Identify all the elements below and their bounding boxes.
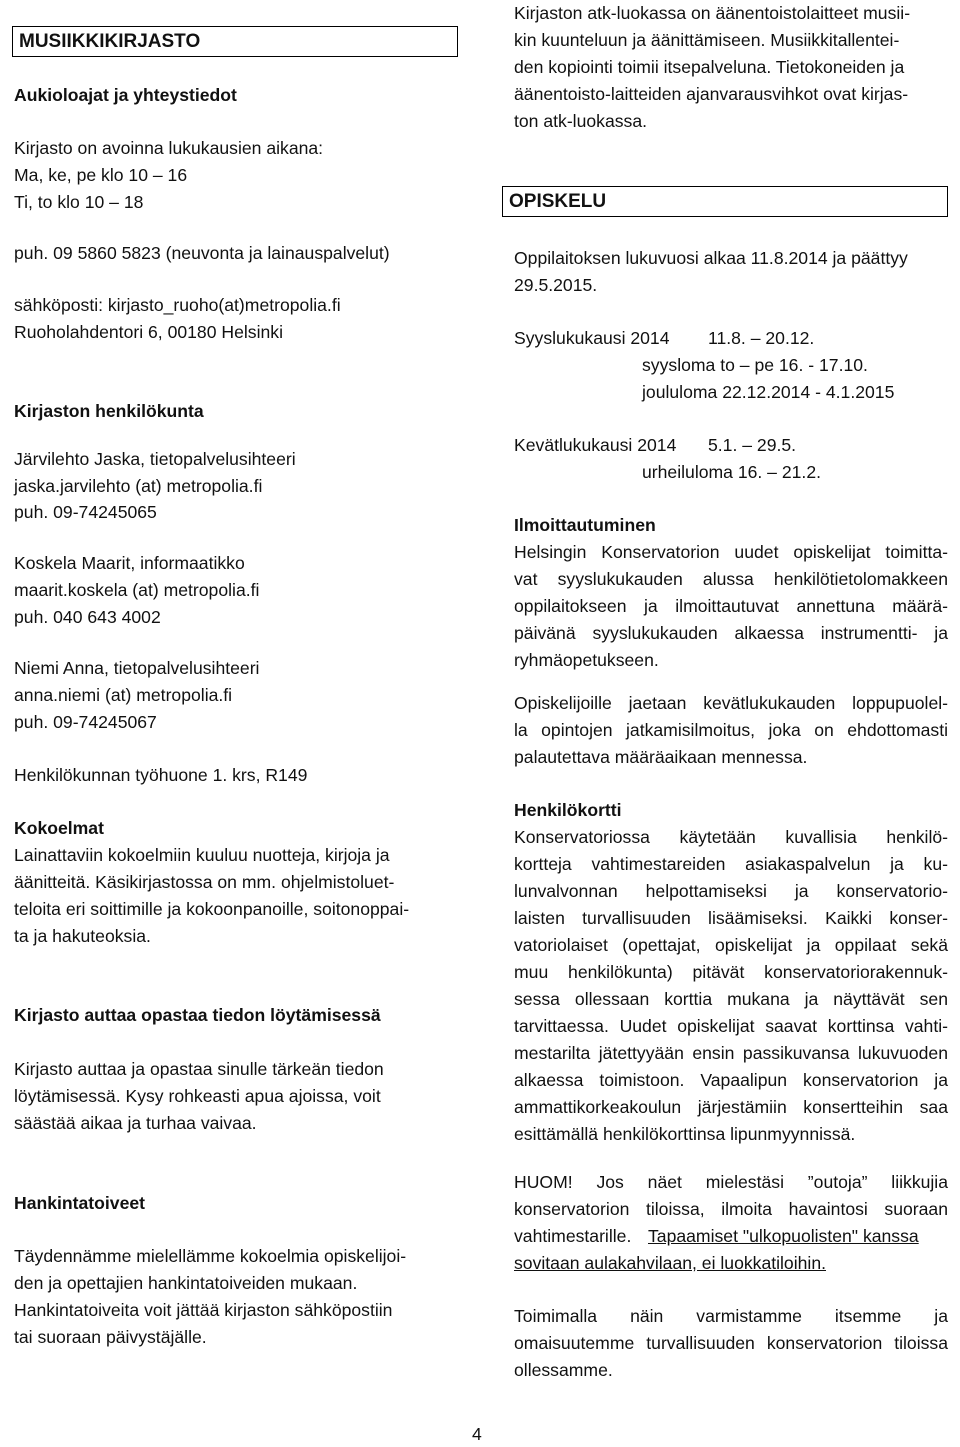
staff-name: Koskela Maarit, informaatikko xyxy=(14,553,245,573)
id-card-heading: Henkilökortti xyxy=(514,800,622,820)
registration-line: palautettava määräaikaan mennessa. xyxy=(514,747,808,767)
open-intro: Kirjasto on avoinna lukukausien aikana: xyxy=(14,138,324,158)
registration-line: vat syyslukukauden alussa henkilötietolomakkeen xyxy=(514,569,948,589)
id-card-line: alkaessa toimistoon. Vapaalipun konservatorion ja xyxy=(514,1070,948,1090)
spring-term-label: Kevätlukukausi 2014 xyxy=(514,435,677,455)
note-line: vahtimestarille. xyxy=(514,1226,632,1246)
note-meetings-text: sovitaan aulakahvilaan, ei luokkatiloihin. xyxy=(514,1253,826,1273)
sport-break: urheiluloma 16. – 21.2. xyxy=(642,462,821,482)
collections-line: teloita eri soittimille ja kokoonpanoille, soitonoppai- xyxy=(14,899,410,919)
id-card-line: tarvittaessa. Uudet opiskelijat saavat korttinsa vahti- xyxy=(514,1016,948,1036)
staff-phone: puh. 040 643 4002 xyxy=(14,607,161,627)
acquisitions-heading: Hankintatoiveet xyxy=(14,1193,146,1213)
id-card-line: esittämällä henkilökorttinsa lipunmyynnissä. xyxy=(514,1124,856,1144)
collections-heading: Kokoelmat xyxy=(14,818,104,838)
autumn-term-dates: 11.8. – 20.12. xyxy=(708,328,815,348)
acquisitions-line: tai suoraan päivystäjälle. xyxy=(14,1327,207,1347)
help-line: löytämisessä. Kysy rohkeasti apua ajoissa, voit xyxy=(14,1086,381,1106)
id-card-line: sessa ollessaan korttia mukana ja näyttävät sen xyxy=(514,989,948,1009)
closing-line: ollessamme. xyxy=(514,1360,613,1380)
atk-line: äänentoisto-laitteiden ajanvarausvihkot ovat kirjas- xyxy=(514,84,909,104)
registration-line: Opiskelijoille jaetaan kevätlukukauden loppupuolel- xyxy=(514,693,948,713)
id-card-line: mestarilta jätettyyään ensin passikuvansa lukuvuoden xyxy=(514,1043,948,1063)
registration-heading: Ilmoittautuminen xyxy=(514,515,656,535)
spring-term-dates: 5.1. – 29.5. xyxy=(708,435,797,455)
library-address: Ruoholahdentori 6, 00180 Helsinki xyxy=(14,322,283,342)
staff-name: Niemi Anna, tietopalvelusihteeri xyxy=(14,658,260,678)
school-year-line: Oppilaitoksen lukuvuosi alkaa 11.8.2014 ja päättyy xyxy=(514,248,908,268)
note-line: HUOM! Jos näet mielestäsi ”outoja” liikkujia xyxy=(514,1172,948,1192)
hours-line-1: Ma, ke, pe klo 10 – 16 xyxy=(14,165,188,185)
id-card-line: ammattikorkeakoulun järjestämiin konsertteihin saa xyxy=(514,1097,948,1117)
atk-line: den kopiointi toimii itsepalveluna. Tietokoneiden ja xyxy=(514,57,905,77)
acquisitions-line: den ja opettajien hankintatoiveiden mukaan. xyxy=(14,1273,358,1293)
note-line: konservatorion tiloissa, ilmoita havaintosi suoraan xyxy=(514,1199,948,1219)
staff-phone: puh. 09-74245067 xyxy=(14,712,157,732)
id-card-line: Konservatoriossa käytetään kuvallisia henkilö- xyxy=(514,827,948,847)
staff-email: jaska.jarvilehto (at) metropolia.fi xyxy=(14,476,263,496)
atk-line: ton atk-luokassa. xyxy=(514,111,648,131)
id-card-line: vatoriolaiset (opettajat, opiskelijat ja oppilaat sekä xyxy=(514,935,948,955)
page-number: 4 xyxy=(472,1424,482,1444)
note-meetings-text: Tapaamiset "ulkopuolisten" kanssa xyxy=(648,1226,919,1246)
study-title-box xyxy=(502,186,948,217)
autumn-break: syysloma to – pe 16. - 17.10. xyxy=(642,355,868,375)
registration-line: ryhmäopetukseen. xyxy=(514,650,659,670)
library-title-box xyxy=(12,26,458,57)
help-line: säästää aikaa ja turhaa vaivaa. xyxy=(14,1113,257,1133)
library-email: sähköposti: kirjasto_ruoho(at)metropolia.fi xyxy=(14,295,341,315)
collections-line: Lainattaviin kokoelmiin kuuluu nuotteja, kirjoja ja xyxy=(14,845,390,865)
help-line: Kirjasto auttaa ja opastaa sinulle tärkeän tiedon xyxy=(14,1059,384,1079)
closing-line: Toimimalla näin varmistamme itsemme ja xyxy=(514,1306,948,1326)
id-card-line: laisten turvallisuuden lisäämiseksi. Kaikki konser- xyxy=(514,908,948,928)
registration-line: Helsingin Konservatorion uudet opiskelijat toimitta- xyxy=(514,542,948,562)
staff-phone: puh. 09-74245065 xyxy=(14,502,157,522)
library-title: MUSIIKKIKIRJASTO xyxy=(19,31,201,52)
id-card-line: lunvalvonnan helpottamiseksi ja konservatorio- xyxy=(514,881,948,901)
autumn-term-label: Syyslukukausi 2014 xyxy=(514,328,670,348)
collections-line: ta ja hakuteoksia. xyxy=(14,926,151,946)
registration-line: oppilaitokseen ja ilmoittautuvat annettuna määrä- xyxy=(514,596,948,616)
staff-name: Järvilehto Jaska, tietopalvelusihteeri xyxy=(14,449,296,469)
id-card-line: kortteja vahtimestareiden asiakaspalvelun ja ku- xyxy=(514,854,948,874)
help-heading: Kirjasto auttaa opastaa tiedon löytämisessä xyxy=(14,1005,381,1025)
hours-line-2: Ti, to klo 10 – 18 xyxy=(14,192,144,212)
study-title: OPISKELU xyxy=(509,191,607,212)
registration-line: päivänä syyslukukauden alkaessa instrumentti- ja xyxy=(514,623,948,643)
christmas-break: joululoma 22.12.2014 - 4.1.2015 xyxy=(642,382,895,402)
collections-line: äänitteitä. Käsikirjastossa on mm. ohjelmistoluet- xyxy=(14,872,395,892)
id-card-line: muu henkilökunta) pitävät konservatoriorakennuk- xyxy=(514,962,948,982)
hours-heading: Aukioloajat ja yhteystiedot xyxy=(14,85,237,105)
acquisitions-line: Täydennämme mielellämme kokoelmia opiskelijoi- xyxy=(14,1246,407,1266)
school-year-line: 29.5.2015. xyxy=(514,275,598,295)
registration-line: la opintojen jatkamisilmoitus, joka on ehdottomasti xyxy=(514,720,948,740)
staff-email: anna.niemi (at) metropolia.fi xyxy=(14,685,233,705)
staff-email: maarit.koskela (at) metropolia.fi xyxy=(14,580,260,600)
staff-heading: Kirjaston henkilökunta xyxy=(14,401,204,421)
atk-line: Kirjaston atk-luokassa on äänentoistolaitteet musii- xyxy=(514,3,911,23)
staff-room: Henkilökunnan työhuone 1. krs, R149 xyxy=(14,765,308,785)
closing-line: omaisuutemme turvallisuuden konservatorion tiloissa xyxy=(514,1333,948,1353)
library-phone: puh. 09 5860 5823 (neuvonta ja lainauspalvelut) xyxy=(14,243,390,263)
acquisitions-line: Hankintatoiveita voit jättää kirjaston sähköpostiin xyxy=(14,1300,393,1320)
atk-line: kin kuunteluun ja äänittämiseen. Musiikkitallentei- xyxy=(514,30,900,50)
